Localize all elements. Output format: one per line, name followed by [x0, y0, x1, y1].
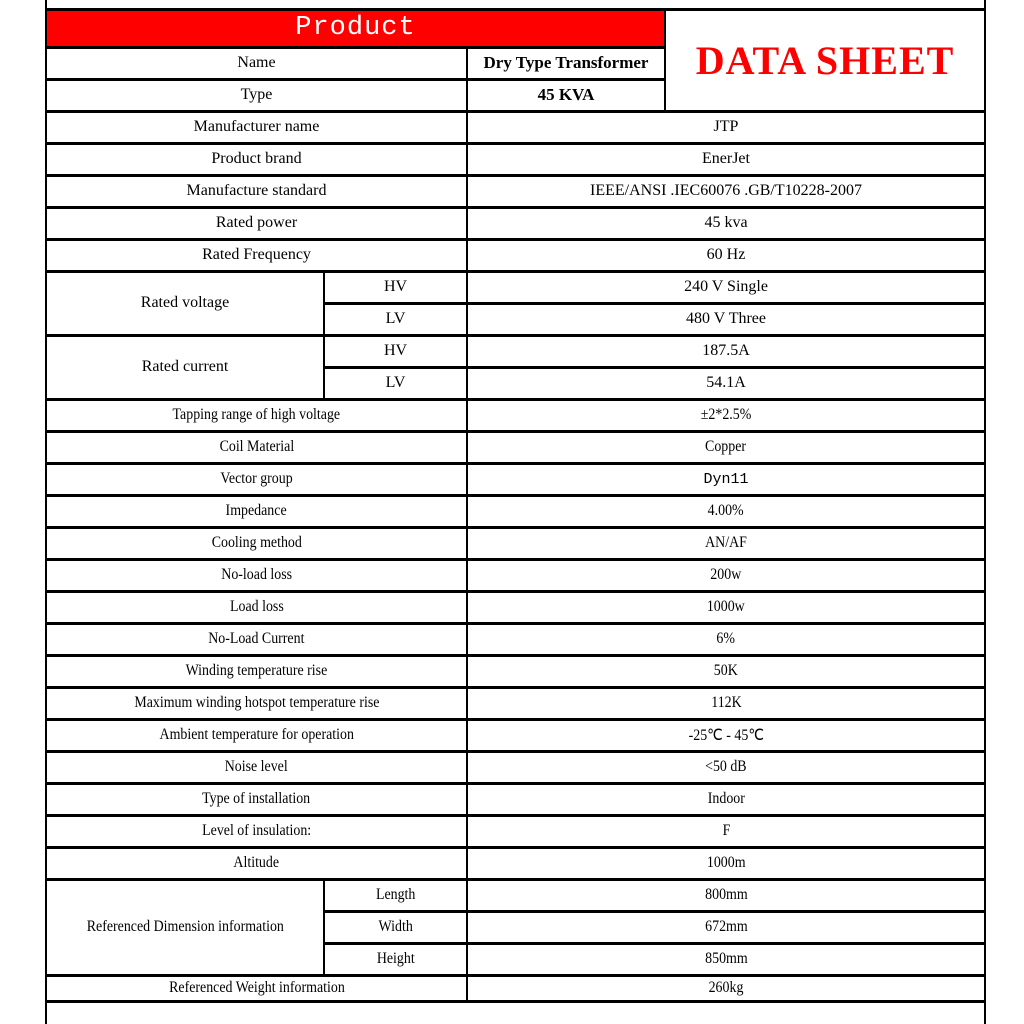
spec-label: Tapping range of high voltage — [46, 399, 467, 431]
header-row — [46, 9, 985, 47]
spec-value: IEEE/ANSI .IEC60076 .GB/T10228-2007 — [467, 175, 985, 207]
dimension-info-label: Referenced Dimension information — [46, 879, 324, 975]
spec-row-noise-level — [46, 751, 985, 783]
spec-row-hotspot-temp-rise — [46, 687, 985, 719]
product-header-cell — [46, 9, 665, 47]
spec-row-standard — [46, 175, 985, 207]
lv-voltage-value: 480 V Three — [467, 303, 985, 335]
partial-bottom-cell — [46, 1001, 985, 1024]
spec-value: <50 dB — [467, 751, 985, 783]
hv-label: HV — [324, 335, 467, 367]
hv-label: HV — [324, 271, 467, 303]
hv-current-value: 187.5A — [467, 335, 985, 367]
spec-row-impedance — [46, 495, 985, 527]
spec-label: Winding temperature rise — [46, 655, 467, 687]
spec-label: Type of installation — [46, 783, 467, 815]
width-value: 672mm — [467, 911, 985, 943]
height-label: Height — [324, 943, 467, 975]
width-label: Width — [324, 911, 467, 943]
spec-label: No-load loss — [46, 559, 467, 591]
spec-row-coil-material — [46, 431, 985, 463]
partial-top-cell — [46, 0, 985, 9]
spec-label: Product brand — [46, 143, 467, 175]
length-label: Length — [324, 879, 467, 911]
weight-row — [46, 975, 985, 1001]
spec-label: Manufacture standard — [46, 175, 467, 207]
spec-value: -25℃ - 45℃ — [467, 719, 985, 751]
spec-label: Cooling method — [46, 527, 467, 559]
spec-row-no-load-current — [46, 623, 985, 655]
spec-value: EnerJet — [467, 143, 985, 175]
type-label: Type — [46, 79, 467, 111]
spec-row-rated-frequency — [46, 239, 985, 271]
lv-label: LV — [324, 367, 467, 399]
spec-row-insulation — [46, 815, 985, 847]
weight-value: 260kg — [467, 975, 985, 1001]
spec-row-winding-temp-rise — [46, 655, 985, 687]
spec-row-rated-power — [46, 207, 985, 239]
spec-label: Level of insulation: — [46, 815, 467, 847]
name-label: Name — [46, 47, 467, 79]
spec-value: Dyn11 — [467, 463, 985, 495]
spec-value: JTP — [467, 111, 985, 143]
partial-top-row — [46, 0, 985, 9]
lv-label: LV — [324, 303, 467, 335]
spec-value: 200w — [467, 559, 985, 591]
spec-value: AN/AF — [467, 527, 985, 559]
spec-row-tapping — [46, 399, 985, 431]
dimension-length-row — [46, 879, 985, 911]
spec-value: 1000w — [467, 591, 985, 623]
spec-row-manufacturer — [46, 111, 985, 143]
rated-current-label: Rated current — [46, 335, 324, 399]
height-value: 850mm — [467, 943, 985, 975]
spec-label: Impedance — [46, 495, 467, 527]
spec-row-vector-group — [46, 463, 985, 495]
lv-current-value: 54.1A — [467, 367, 985, 399]
hv-voltage-value: 240 V Single — [467, 271, 985, 303]
spec-value: Copper — [467, 431, 985, 463]
spec-value: F — [467, 815, 985, 847]
rated-voltage-label: Rated voltage — [46, 271, 324, 335]
spec-value: ±2*2.5% — [467, 399, 985, 431]
spec-row-load-loss — [46, 591, 985, 623]
spec-row-no-load-loss — [46, 559, 985, 591]
name-value: Dry Type Transformer — [467, 47, 665, 79]
spec-label: Noise level — [46, 751, 467, 783]
spec-label: Altitude — [46, 847, 467, 879]
spec-row-installation — [46, 783, 985, 815]
rated-current-hv-row — [46, 335, 985, 367]
spec-value: 4.00% — [467, 495, 985, 527]
spec-label: Coil Material — [46, 431, 467, 463]
spec-value: 45 kva — [467, 207, 985, 239]
datasheet-title-cell — [665, 9, 985, 111]
datasheet-table — [45, 0, 986, 1024]
spec-value: 50K — [467, 655, 985, 687]
spec-row-cooling — [46, 527, 985, 559]
spec-label: Ambient temperature for operation — [46, 719, 467, 751]
datasheet-title: DATA SHEET — [695, 37, 955, 83]
spec-row-altitude — [46, 847, 985, 879]
spec-label: Rated Frequency — [46, 239, 467, 271]
spec-label: Vector group — [46, 463, 467, 495]
spec-row-brand — [46, 143, 985, 175]
spec-value: 6% — [467, 623, 985, 655]
spec-label: Manufacturer name — [46, 111, 467, 143]
length-value: 800mm — [467, 879, 985, 911]
spec-label: Maximum winding hotspot temperature rise — [46, 687, 467, 719]
type-value: 45 KVA — [467, 79, 665, 111]
weight-label: Referenced Weight information — [46, 975, 467, 1001]
spec-label: Rated power — [46, 207, 467, 239]
spec-value: 1000m — [467, 847, 985, 879]
datasheet-page — [45, 0, 984, 1024]
spec-value: 60 Hz — [467, 239, 985, 271]
partial-bottom-row — [46, 1001, 985, 1024]
spec-label: Load loss — [46, 591, 467, 623]
spec-row-ambient-temp — [46, 719, 985, 751]
spec-value: 112K — [467, 687, 985, 719]
product-header-label: Product — [295, 13, 416, 43]
spec-label: No-Load Current — [46, 623, 467, 655]
rated-voltage-hv-row — [46, 271, 985, 303]
spec-value: Indoor — [467, 783, 985, 815]
